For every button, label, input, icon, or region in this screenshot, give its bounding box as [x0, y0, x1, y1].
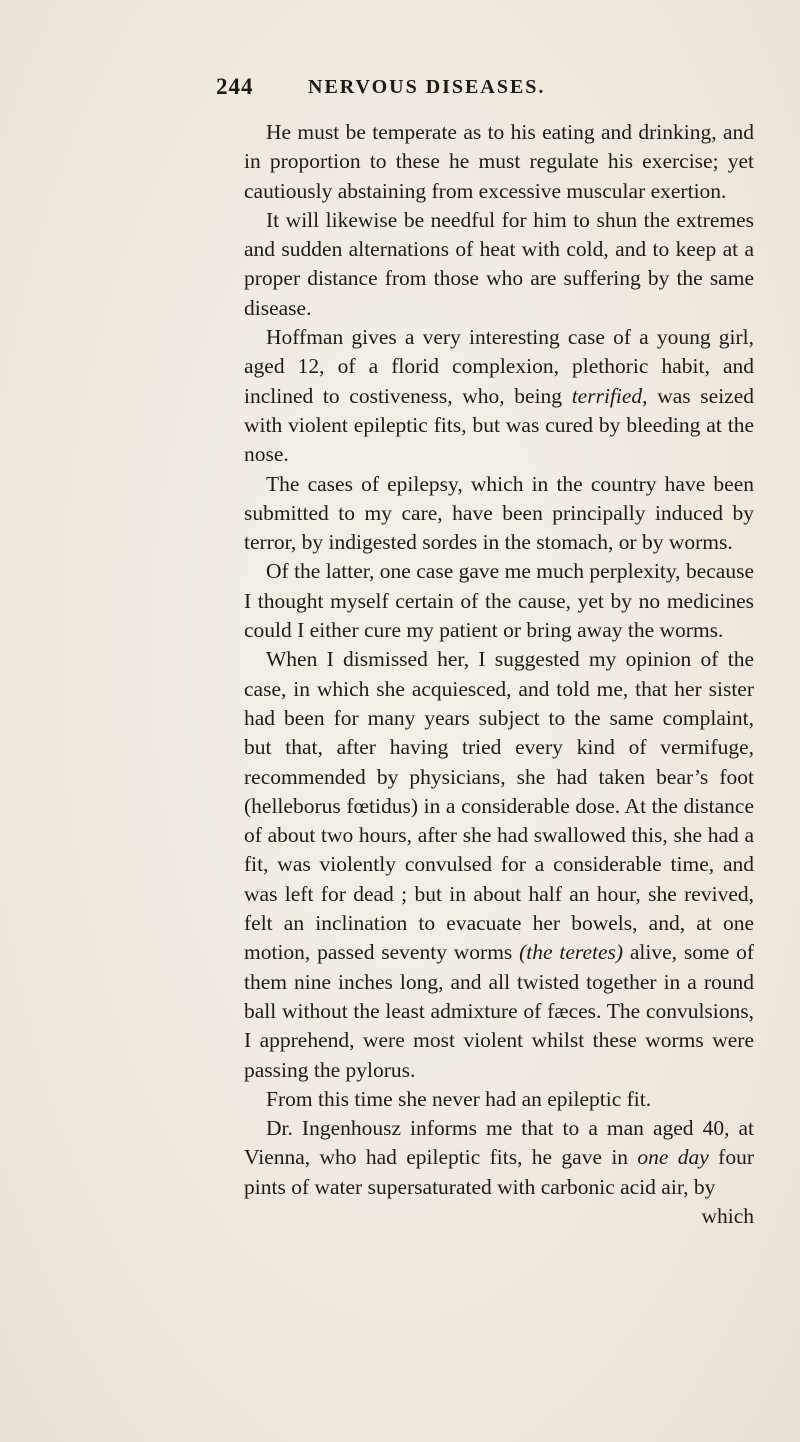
catchword: which	[701, 1203, 754, 1228]
paragraph-ingenhousz: Dr. Ingenhousz informs me that to a man aged 40, at Vienna, who had epileptic fits, he gave in one day four pints of water supersaturated with carbonic acid air, by	[244, 1116, 754, 1199]
paragraph-no-more-fits: From this time she never had an epileptic fit.	[266, 1086, 652, 1111]
page-number: 244	[216, 74, 254, 99]
paragraph-temperance: He must be temperate as to his eating and drinking, and in proportion to these he must regulate his exercise; yet cautiously abstaining from excessive muscular exertion.	[244, 120, 754, 203]
paragraph-causes: The cases of epilepsy, which in the country have been submitted to my care, have been principally induced by terror, by indigested sordes in the stomach, or by worms.	[244, 471, 754, 555]
body-text	[244, 118, 754, 1231]
paragraph-hoffman-case: Hoffman gives a very interesting case of a young girl, aged 12, of a florid complexion, plethoric habit, and inclined to costiveness, who, being terrified, was seized with violent epileptic fits, but was cured by bleeding at the nose.	[244, 325, 755, 467]
running-head: NERVOUS DISEASES.	[308, 76, 546, 98]
paragraph-sister-case: When I dismissed her, I suggested my opinion of the case, in which she acquiesced, and told me, that her sister had been for many years subject to the same complaint, but that, after having tried every kind of vermifuge, recommended by physicians, she had taken bear’s foot (helleborus fœtidus) in a considerable dose. At the distance of about two hours, after she had swallowed this, she had a fit, was violently convulsed for a considerable time, and was left for dead ; but in about half an hour, she revived, felt an inclination to evacuate her bowels, and, at one motion, passed seventy worms (the teretes) alive, some of them nine inches long, and all twisted together in a round ball without the least admixture of fæces. The convulsions, I apprehend, were most violent whilst these worms were passing the pylorus.	[244, 647, 754, 1082]
paragraph-extremes: It will likewise be needful for him to shun the extremes and sudden alternations of heat with cold, and to keep at a proper distance from those who are suffering by the same disease.	[244, 207, 754, 320]
paragraph-worms-case: Of the latter, one case gave me much perplexity, because I thought myself certain of the cause, yet by no medicines could I either cure my patient or bring away the worms.	[244, 559, 754, 643]
page-header	[0, 74, 800, 104]
